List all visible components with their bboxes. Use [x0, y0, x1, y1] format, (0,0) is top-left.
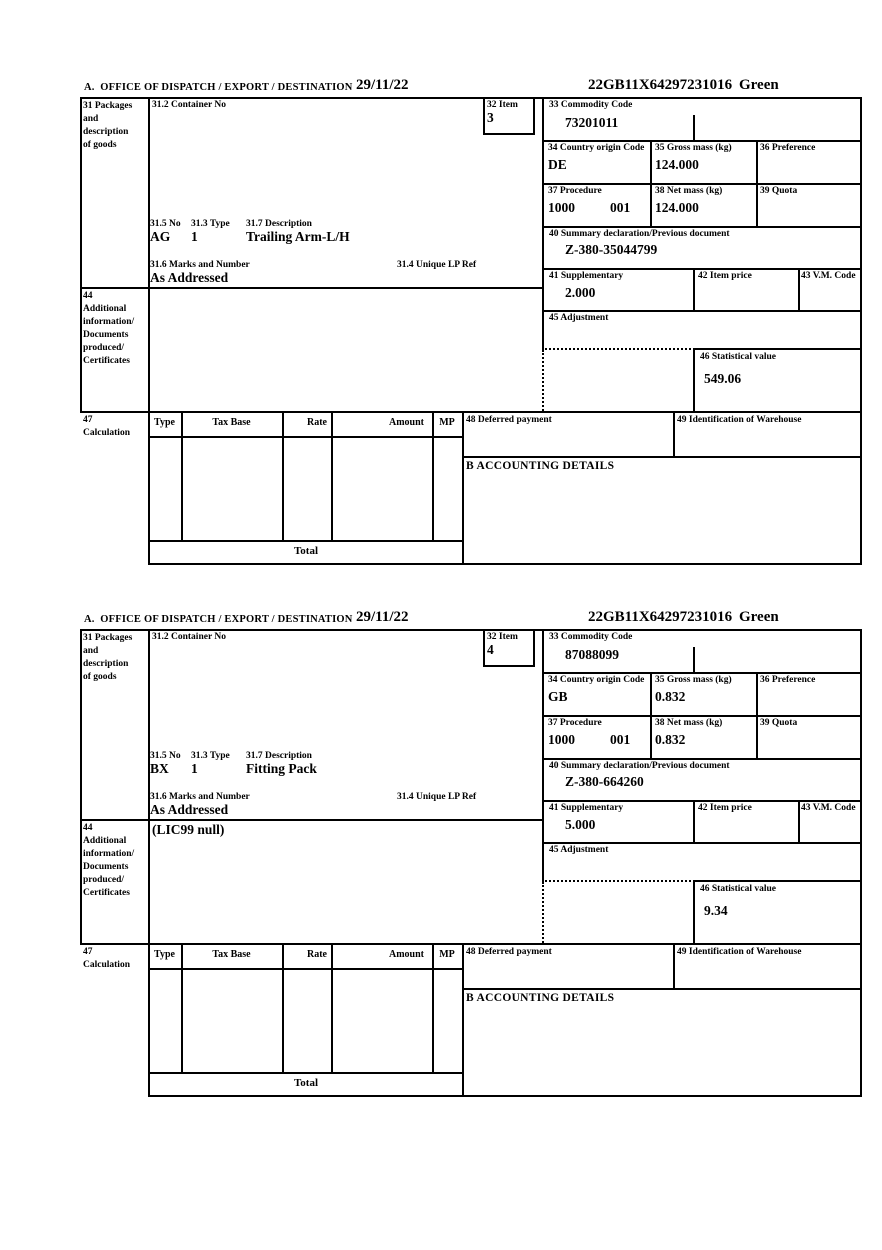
divider: [542, 268, 862, 270]
unique-lp-ref-label: 31.4 Unique LP Ref: [397, 792, 477, 802]
commodity-code-label: 33 Commodity Code: [549, 100, 633, 110]
col-amount-header: Amount: [388, 949, 424, 960]
quota-label: 39 Quota: [760, 718, 798, 728]
statistical-value: 9.34: [704, 903, 728, 918]
previous-document-value: Z-380-664260: [565, 774, 644, 789]
supplementary-value: 2.000: [565, 285, 596, 300]
item-label: 32 Item: [487, 632, 518, 642]
dotted-divider: [542, 882, 544, 943]
previous-document-label: 40 Summary declaration/Previous document: [549, 229, 730, 239]
divider: [693, 880, 862, 882]
divider: [181, 943, 183, 1074]
box44-label-line: 44: [83, 823, 93, 833]
marks-value: As Addressed: [150, 802, 229, 817]
box44-label-line: Documents: [83, 330, 129, 340]
divider: [673, 411, 675, 458]
divider: [542, 715, 862, 717]
preference-label: 36 Preference: [760, 143, 816, 153]
box31-label-line: description: [83, 659, 129, 669]
box31-label-line: 31 Packages: [83, 633, 133, 643]
divider: [693, 348, 695, 413]
divider: [80, 97, 862, 99]
divider: [650, 140, 652, 228]
col-rate-header: Rate: [307, 417, 327, 428]
box44-label-line: produced/: [83, 343, 125, 353]
col-type-header: Type: [154, 417, 175, 428]
goods-description-value: Trailing Arm-L/H: [246, 229, 350, 244]
preference-label: 36 Preference: [760, 675, 816, 685]
description-label: 31.7 Description: [246, 219, 312, 229]
marks-label: 31.6 Marks and Number: [150, 792, 250, 802]
divider: [650, 672, 652, 760]
dotted-divider: [542, 348, 695, 350]
divider: [860, 629, 862, 1097]
divider: [542, 800, 862, 802]
total-label: Total: [293, 1077, 319, 1089]
commodity-code-label: 33 Commodity Code: [549, 632, 633, 642]
divider: [80, 411, 862, 413]
supplementary-label: 41 Supplementary: [549, 803, 624, 813]
divider: [860, 97, 862, 565]
previous-document-value: Z-380-35044799: [565, 242, 658, 257]
divider: [148, 1095, 862, 1097]
marks-label: 31.6 Marks and Number: [150, 260, 250, 270]
divider: [462, 988, 862, 990]
net-mass-value: 124.000: [655, 200, 699, 215]
divider: [148, 629, 150, 1097]
marks-value: As Addressed: [150, 270, 229, 285]
gross-mass-value: 0.832: [655, 689, 686, 704]
box31-label-line: and: [83, 114, 99, 124]
divider: [693, 880, 695, 945]
divider: [80, 629, 862, 631]
package-no-label: 31.5 No: [150, 219, 181, 229]
net-mass-label: 38 Net mass (kg): [655, 186, 723, 196]
item-number-value: 4: [487, 642, 494, 657]
divider: [756, 672, 758, 760]
box47-label-line: 47: [83, 415, 93, 425]
additional-info-value: (LIC99 null): [152, 822, 225, 837]
net-mass-label: 38 Net mass (kg): [655, 718, 723, 728]
dotted-divider: [542, 880, 695, 882]
box44-label-line: 44: [83, 291, 93, 301]
divider: [542, 310, 862, 312]
box31-label-line: of goods: [83, 672, 117, 682]
package-no-value: AG: [150, 229, 171, 244]
divider: [798, 268, 800, 312]
commodity-code-value: 87088099: [565, 647, 619, 662]
item-price-label: 42 Item price: [698, 803, 752, 813]
country-origin-value: DE: [548, 157, 567, 172]
container-no-label: 31.2 Container No: [152, 632, 226, 642]
unique-lp-ref-label: 31.4 Unique LP Ref: [397, 260, 477, 270]
divider: [756, 140, 758, 228]
col-mp-header: MP: [439, 949, 455, 960]
package-type-value: 1: [191, 761, 198, 776]
procedure-supp-value: 001: [610, 732, 631, 747]
box31-label-line: 31 Packages: [83, 101, 133, 111]
mrn-number: 22GB11X64297231016: [588, 609, 733, 625]
box31-label-line: of goods: [83, 140, 117, 150]
divider: [80, 287, 544, 289]
divider: [693, 800, 695, 844]
commodity-code-tick: [693, 115, 695, 142]
office-of-dispatch-label: A. OFFICE OF DISPATCH / EXPORT / DESTINATION: [84, 82, 353, 93]
item-price-label: 42 Item price: [698, 271, 752, 281]
box44-label-line: Certificates: [83, 356, 130, 366]
total-label: Total: [293, 545, 319, 557]
procedure-value: 1000: [548, 200, 575, 215]
divider: [282, 943, 284, 1074]
divider: [80, 629, 82, 945]
description-label: 31.7 Description: [246, 751, 312, 761]
supplementary-value: 5.000: [565, 817, 596, 832]
box47-label-line: Calculation: [83, 960, 130, 970]
adjustment-label: 45 Adjustment: [549, 313, 609, 323]
gross-mass-value: 124.000: [655, 157, 699, 172]
divider: [693, 268, 695, 312]
divider: [148, 968, 464, 970]
col-type-header: Type: [154, 949, 175, 960]
divider: [148, 1072, 464, 1074]
box44-label-line: Additional: [83, 304, 127, 314]
divider: [331, 411, 333, 542]
country-origin-label: 34 Country origin Code: [548, 143, 645, 153]
adjustment-label: 45 Adjustment: [549, 845, 609, 855]
col-mp-header: MP: [439, 417, 455, 428]
procedure-value: 1000: [548, 732, 575, 747]
package-type-label: 31.3 Type: [191, 219, 230, 229]
col-tax-base-header: Tax Base: [212, 417, 251, 428]
package-type-value: 1: [191, 229, 198, 244]
country-origin-value: GB: [548, 689, 568, 704]
mrn-number: 22GB11X64297231016: [588, 77, 733, 93]
deferred-payment-label: 48 Deferred payment: [466, 415, 552, 425]
box44-label-line: Certificates: [83, 888, 130, 898]
commodity-code-tick: [693, 647, 695, 674]
routing-status: Green: [739, 609, 779, 625]
customs-item-form-2: [0, 532, 882, 1102]
accounting-details-label: B ACCOUNTING DETAILS: [466, 460, 615, 472]
divider: [542, 672, 862, 674]
divider: [148, 97, 150, 565]
divider: [542, 183, 862, 185]
box44-label-line: information/: [83, 849, 135, 859]
divider: [542, 140, 862, 142]
divider: [80, 97, 82, 413]
item-number-value: 3: [487, 110, 494, 125]
col-rate-header: Rate: [307, 949, 327, 960]
container-no-label: 31.2 Container No: [152, 100, 226, 110]
divider: [542, 226, 862, 228]
package-type-label: 31.3 Type: [191, 751, 230, 761]
box47-label-line: 47: [83, 947, 93, 957]
divider: [148, 436, 464, 438]
statistical-value-label: 46 Statistical value: [700, 884, 776, 894]
package-no-value: BX: [150, 761, 169, 776]
quota-label: 39 Quota: [760, 186, 798, 196]
item-label: 32 Item: [487, 100, 518, 110]
net-mass-value: 0.832: [655, 732, 686, 747]
box44-label-line: Documents: [83, 862, 129, 872]
divider: [542, 629, 544, 882]
country-origin-label: 34 Country origin Code: [548, 675, 645, 685]
box31-label-line: description: [83, 127, 129, 137]
col-tax-base-header: Tax Base: [212, 949, 251, 960]
divider: [80, 943, 862, 945]
box31-label-line: and: [83, 646, 99, 656]
commodity-code-value: 73201011: [565, 115, 619, 130]
divider: [282, 411, 284, 542]
office-of-dispatch-label: A. OFFICE OF DISPATCH / EXPORT / DESTINATION: [84, 614, 353, 625]
statistical-value: 549.06: [704, 371, 742, 386]
procedure-supp-value: 001: [610, 200, 631, 215]
divider: [542, 842, 862, 844]
previous-document-label: 40 Summary declaration/Previous document: [549, 761, 730, 771]
col-amount-header: Amount: [388, 417, 424, 428]
divider: [673, 943, 675, 990]
box47-label-line: Calculation: [83, 428, 130, 438]
box44-label-line: information/: [83, 317, 135, 327]
vm-code-label: 43 V.M. Code: [801, 803, 856, 813]
divider: [542, 758, 862, 760]
box44-label-line: produced/: [83, 875, 125, 885]
supplementary-label: 41 Supplementary: [549, 271, 624, 281]
procedure-label: 37 Procedure: [548, 186, 602, 196]
deferred-payment-label: 48 Deferred payment: [466, 947, 552, 957]
customs-item-form-1: [0, 0, 882, 570]
vm-code-label: 43 V.M. Code: [801, 271, 856, 281]
divider: [432, 943, 434, 1074]
declaration-date: 29/11/22: [356, 77, 409, 93]
gross-mass-label: 35 Gross mass (kg): [655, 675, 732, 685]
divider: [693, 348, 862, 350]
box44-label-line: Additional: [83, 836, 127, 846]
warehouse-id-label: 49 Identification of Warehouse: [677, 415, 802, 425]
accounting-details-label: B ACCOUNTING DETAILS: [466, 992, 615, 1004]
divider: [432, 411, 434, 542]
declaration-date: 29/11/22: [356, 609, 409, 625]
divider: [798, 800, 800, 844]
divider: [462, 943, 464, 1097]
dotted-divider: [542, 350, 544, 411]
package-no-label: 31.5 No: [150, 751, 181, 761]
goods-description-value: Fitting Pack: [246, 761, 317, 776]
warehouse-id-label: 49 Identification of Warehouse: [677, 947, 802, 957]
divider: [80, 819, 544, 821]
divider: [542, 97, 544, 350]
procedure-label: 37 Procedure: [548, 718, 602, 728]
gross-mass-label: 35 Gross mass (kg): [655, 143, 732, 153]
routing-status: Green: [739, 77, 779, 93]
divider: [331, 943, 333, 1074]
divider: [181, 411, 183, 542]
statistical-value-label: 46 Statistical value: [700, 352, 776, 362]
divider: [462, 456, 862, 458]
